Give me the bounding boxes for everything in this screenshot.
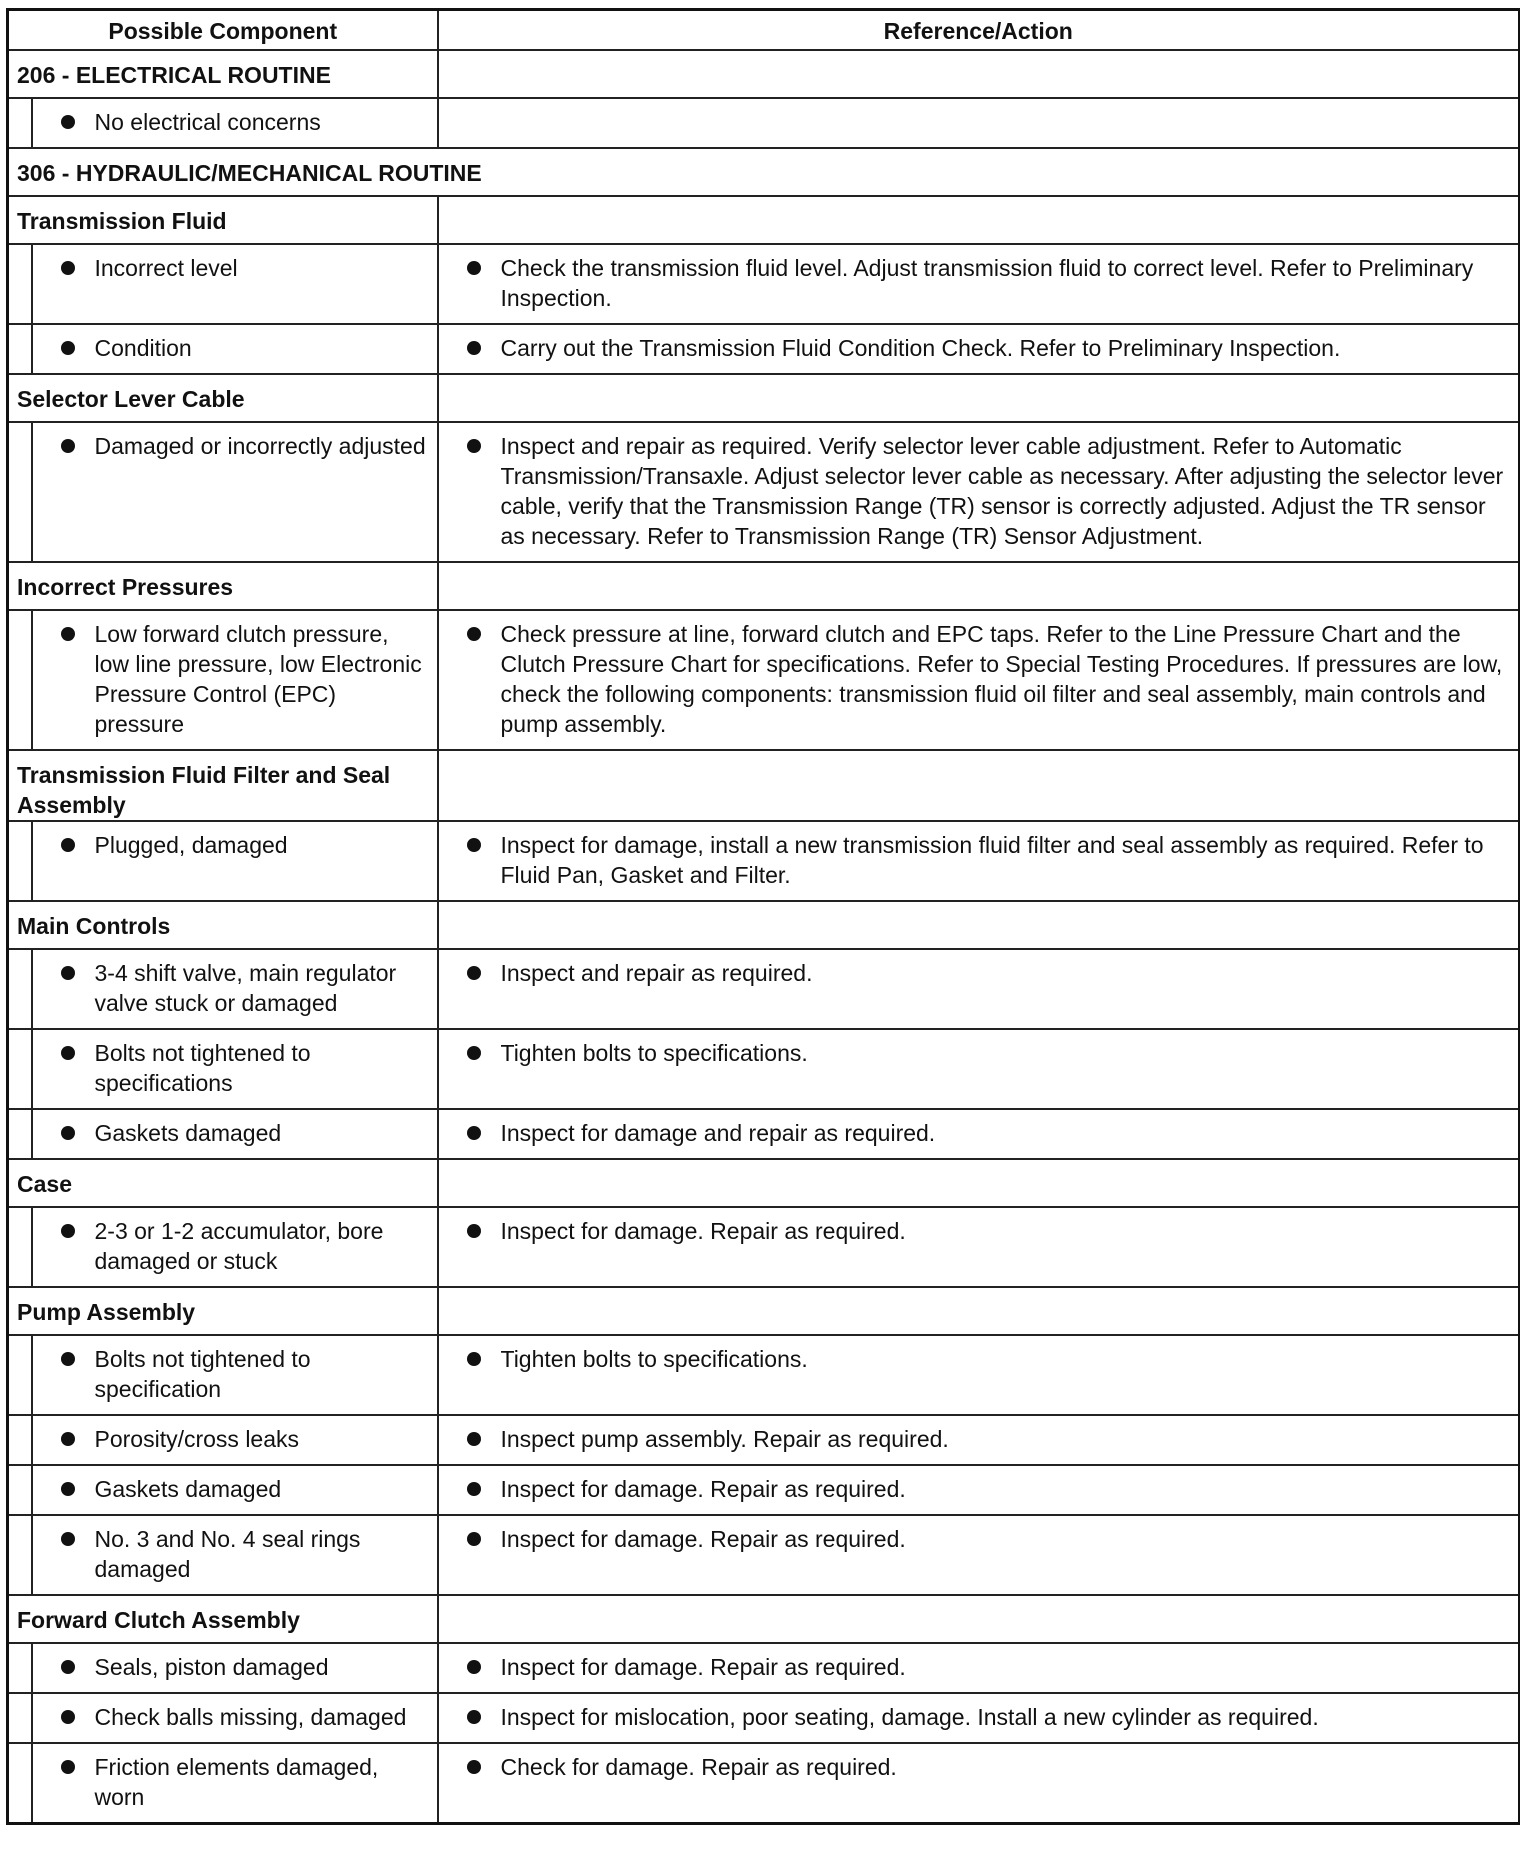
component-cell <box>32 1743 438 1824</box>
table-row <box>8 422 1520 562</box>
action-cell <box>438 1643 1520 1693</box>
bullet-icon <box>61 261 75 275</box>
indent-cell <box>8 1693 32 1743</box>
bullet-icon <box>467 1046 481 1060</box>
section-title: Incorrect Pressures <box>8 562 438 610</box>
component-bullet-item <box>33 1216 429 1276</box>
action-text: Inspect for damage, install a new transmission fluid filter and seal assembly as required. Refer to Fluid Pan, Gasket and Filter. <box>500 831 1484 888</box>
component-bullet-item <box>33 1474 429 1504</box>
component-bullet-item <box>33 1702 429 1732</box>
action-bullet-item <box>439 1524 1511 1554</box>
section-action-cell <box>438 750 1520 821</box>
indent-cell <box>8 1643 32 1693</box>
bullet-icon <box>467 1482 481 1496</box>
component-bullet-item <box>33 1344 429 1404</box>
table-row <box>8 949 1520 1029</box>
component-bullet-item <box>33 333 429 363</box>
bullet-icon <box>467 1352 481 1366</box>
section-title: Main Controls <box>8 901 438 949</box>
component-cell <box>32 1207 438 1287</box>
section-action-cell <box>438 374 1520 422</box>
component-text: Porosity/cross leaks <box>94 1425 300 1452</box>
section-title: Transmission Fluid Filter and Seal Assembly <box>8 750 438 821</box>
table-row <box>8 1207 1520 1287</box>
indent-cell <box>8 1743 32 1824</box>
action-cell <box>438 1207 1520 1287</box>
section-row <box>8 901 1520 949</box>
action-bullet-item <box>439 1424 1511 1454</box>
action-bullet-item <box>439 619 1511 739</box>
component-text: No. 3 and No. 4 seal rings damaged <box>94 1525 361 1582</box>
component-cell <box>32 1465 438 1515</box>
section-action-cell <box>438 1159 1520 1207</box>
bullet-icon <box>467 261 481 275</box>
section-row <box>8 562 1520 610</box>
routine-banner-title: 306 - HYDRAULIC/MECHANICAL ROUTINE <box>8 148 1520 196</box>
action-cell <box>438 1515 1520 1595</box>
table-header-row <box>8 10 1520 50</box>
component-bullet-item <box>33 830 429 860</box>
bullet-icon <box>467 838 481 852</box>
component-cell <box>32 422 438 562</box>
action-bullet-item <box>439 1118 1511 1148</box>
bullet-icon <box>61 1352 75 1366</box>
table-row <box>8 1029 1520 1109</box>
action-cell <box>438 422 1520 562</box>
component-cell <box>32 1109 438 1159</box>
action-cell <box>438 98 1520 148</box>
section-title: Case <box>8 1159 438 1207</box>
component-text: 2-3 or 1-2 accumulator, bore damaged or stuck <box>94 1217 384 1274</box>
component-text: Gaskets damaged <box>94 1119 282 1146</box>
component-text: Bolts not tightened to specifications <box>94 1039 311 1096</box>
component-bullet-item <box>33 1038 429 1098</box>
bullet-icon <box>61 1046 75 1060</box>
table-row <box>8 821 1520 901</box>
component-text: Plugged, damaged <box>94 831 288 858</box>
component-text: Bolts not tightened to specification <box>94 1345 311 1402</box>
action-text: Carry out the Transmission Fluid Condition Check. Refer to Preliminary Inspection. <box>500 334 1341 361</box>
bullet-icon <box>467 966 481 980</box>
action-cell <box>438 1465 1520 1515</box>
component-bullet-item <box>33 1652 429 1682</box>
table-row <box>8 98 1520 148</box>
component-text: Gaskets damaged <box>94 1475 282 1502</box>
bullet-icon <box>467 1126 481 1140</box>
bullet-icon <box>61 1224 75 1238</box>
component-bullet-item <box>33 107 429 137</box>
action-bullet-item <box>439 1702 1511 1732</box>
indent-cell <box>8 1029 32 1109</box>
component-cell <box>32 610 438 750</box>
section-action-cell <box>438 50 1520 98</box>
component-cell <box>32 1643 438 1693</box>
table-row <box>8 1515 1520 1595</box>
action-cell <box>438 1109 1520 1159</box>
indent-cell <box>8 1515 32 1595</box>
action-text: Inspect for damage and repair as required. <box>500 1119 936 1146</box>
action-text: Inspect for mislocation, poor seating, damage. Install a new cylinder as required. <box>500 1703 1319 1730</box>
section-action-cell <box>438 901 1520 949</box>
table-row <box>8 1643 1520 1693</box>
action-text: Inspect for damage. Repair as required. <box>500 1475 906 1502</box>
action-bullet-item <box>439 1216 1511 1246</box>
bullet-icon <box>467 1224 481 1238</box>
component-bullet-item <box>33 1752 429 1812</box>
table-row <box>8 1465 1520 1515</box>
component-text: Condition <box>94 334 192 361</box>
section-title: Transmission Fluid <box>8 196 438 244</box>
bullet-icon <box>61 1126 75 1140</box>
table-row <box>8 324 1520 374</box>
bullet-icon <box>61 1710 75 1724</box>
table-row <box>8 244 1520 324</box>
bullet-icon <box>61 1532 75 1546</box>
indent-cell <box>8 1207 32 1287</box>
component-cell <box>32 324 438 374</box>
component-bullet-item <box>33 958 429 1018</box>
component-bullet-item <box>33 253 429 283</box>
action-cell <box>438 949 1520 1029</box>
action-text: Inspect and repair as required. <box>500 959 813 986</box>
action-text: Inspect for damage. Repair as required. <box>500 1525 906 1552</box>
column-header-action: Reference/Action <box>438 10 1520 50</box>
action-text: Inspect pump assembly. Repair as required. <box>500 1425 949 1452</box>
component-text: Check balls missing, damaged <box>94 1703 407 1730</box>
action-bullet-item <box>439 1752 1511 1782</box>
bullet-icon <box>467 341 481 355</box>
component-text: Low forward clutch pressure, low line pressure, low Electronic Pressure Control (EPC) pressure <box>94 620 422 737</box>
action-cell <box>438 1743 1520 1824</box>
action-text: Check the transmission fluid level. Adjust transmission fluid to correct level. Refer to Preliminary Inspection. <box>500 254 1474 311</box>
section-action-cell <box>438 1595 1520 1643</box>
indent-cell <box>8 324 32 374</box>
component-text: Friction elements damaged, worn <box>94 1753 379 1810</box>
section-title: 206 - ELECTRICAL ROUTINE <box>8 50 438 98</box>
table-row <box>8 1415 1520 1465</box>
action-bullet-item <box>439 1474 1511 1504</box>
component-bullet-item <box>33 619 429 739</box>
component-cell <box>32 1515 438 1595</box>
component-bullet-item <box>33 1524 429 1584</box>
indent-cell <box>8 422 32 562</box>
section-title: Forward Clutch Assembly <box>8 1595 438 1643</box>
bullet-icon <box>61 1760 75 1774</box>
indent-cell <box>8 1335 32 1415</box>
section-title: Pump Assembly <box>8 1287 438 1335</box>
bullet-icon <box>61 341 75 355</box>
component-cell <box>32 949 438 1029</box>
action-text: Inspect for damage. Repair as required. <box>500 1217 906 1244</box>
action-cell <box>438 324 1520 374</box>
section-row <box>8 750 1520 821</box>
bullet-icon <box>61 1482 75 1496</box>
bullet-icon <box>467 1532 481 1546</box>
component-text: Damaged or incorrectly adjusted <box>94 432 426 459</box>
bullet-icon <box>61 1660 75 1674</box>
action-bullet-item <box>439 333 1511 363</box>
indent-cell <box>8 1415 32 1465</box>
bullet-icon <box>61 1432 75 1446</box>
diagnosis-table <box>6 8 1520 1825</box>
action-cell <box>438 821 1520 901</box>
indent-cell <box>8 610 32 750</box>
table-row <box>8 1743 1520 1824</box>
component-cell <box>32 244 438 324</box>
action-cell <box>438 610 1520 750</box>
bullet-icon <box>61 627 75 641</box>
component-text: 3-4 shift valve, main regulator valve stuck or damaged <box>94 959 397 1016</box>
action-cell <box>438 1415 1520 1465</box>
section-action-cell <box>438 562 1520 610</box>
component-cell <box>32 1415 438 1465</box>
bullet-icon <box>61 966 75 980</box>
component-cell <box>32 98 438 148</box>
action-bullet-item <box>439 431 1511 551</box>
component-bullet-item <box>33 431 429 461</box>
column-header-component: Possible Component <box>8 10 438 50</box>
component-cell <box>32 1693 438 1743</box>
section-row <box>8 196 1520 244</box>
action-text: Inspect for damage. Repair as required. <box>500 1653 906 1680</box>
table-row <box>8 1335 1520 1415</box>
routine-banner-row <box>8 148 1520 196</box>
bullet-icon <box>467 1760 481 1774</box>
diagnosis-table-body <box>8 10 1520 1824</box>
bullet-icon <box>467 1710 481 1724</box>
action-cell <box>438 1029 1520 1109</box>
component-bullet-item <box>33 1118 429 1148</box>
action-bullet-item <box>439 1652 1511 1682</box>
table-row <box>8 1109 1520 1159</box>
action-bullet-item <box>439 1038 1511 1068</box>
bullet-icon <box>467 439 481 453</box>
component-cell <box>32 1029 438 1109</box>
indent-cell <box>8 244 32 324</box>
action-bullet-item <box>439 830 1511 890</box>
section-row <box>8 1159 1520 1207</box>
action-bullet-item <box>439 253 1511 313</box>
indent-cell <box>8 821 32 901</box>
section-action-cell <box>438 1287 1520 1335</box>
diagnosis-document <box>6 8 1520 1825</box>
indent-cell <box>8 949 32 1029</box>
bullet-icon <box>61 439 75 453</box>
bullet-icon <box>467 1660 481 1674</box>
section-row <box>8 50 1520 98</box>
bullet-icon <box>467 1432 481 1446</box>
action-text: Inspect and repair as required. Verify selector lever cable adjustment. Refer to Automatic Transmission/Transaxle. Adjust selector lever cable as necessary. After adjusting the selector lever cable, verify that the Transmission Range (TR) sensor is correctly adjusted. Adjust the TR sensor as necessary. Refer to Transmission Range (TR) Sensor Adjustment. <box>500 432 1504 549</box>
action-bullet-item <box>439 1344 1511 1374</box>
action-cell <box>438 1693 1520 1743</box>
action-text: Tighten bolts to specifications. <box>500 1039 808 1066</box>
section-row <box>8 1595 1520 1643</box>
section-row <box>8 374 1520 422</box>
component-bullet-item <box>33 1424 429 1454</box>
component-text: No electrical concerns <box>94 108 321 135</box>
section-title: Selector Lever Cable <box>8 374 438 422</box>
component-text: Seals, piston damaged <box>94 1653 329 1680</box>
table-row <box>8 610 1520 750</box>
section-action-cell <box>438 196 1520 244</box>
action-cell <box>438 244 1520 324</box>
action-text: Check for damage. Repair as required. <box>500 1753 897 1780</box>
section-row <box>8 1287 1520 1335</box>
action-text: Check pressure at line, forward clutch and EPC taps. Refer to the Line Pressure Chart and the Clutch Pressure Chart for specifications. Refer to Special Testing Procedures. If pressures are low, check the following components: transmission fluid oil filter and seal assembly, main controls and pump assembly. <box>500 620 1503 737</box>
bullet-icon <box>467 627 481 641</box>
bullet-icon <box>61 838 75 852</box>
component-cell <box>32 821 438 901</box>
action-bullet-item <box>439 958 1511 988</box>
indent-cell <box>8 98 32 148</box>
bullet-icon <box>61 115 75 129</box>
action-cell <box>438 1335 1520 1415</box>
component-text: Incorrect level <box>94 254 238 281</box>
table-row <box>8 1693 1520 1743</box>
indent-cell <box>8 1465 32 1515</box>
component-cell <box>32 1335 438 1415</box>
action-text: Tighten bolts to specifications. <box>500 1345 808 1372</box>
indent-cell <box>8 1109 32 1159</box>
